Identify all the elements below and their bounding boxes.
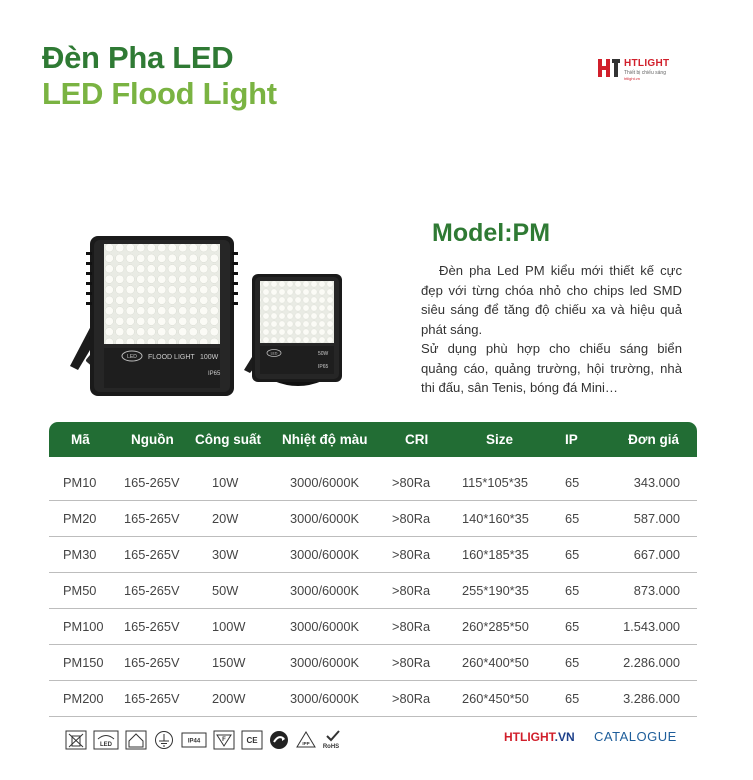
cell-ip: 65 <box>565 655 580 670</box>
logo-url: htlight.vn <box>624 76 641 81</box>
small-flood-light <box>244 274 342 384</box>
svg-text:F: F <box>222 737 226 743</box>
cell-cri: >80Ra <box>392 511 431 526</box>
cell-ma: PM200 <box>63 691 104 706</box>
page-title-en: LED Flood Light <box>42 76 277 111</box>
led-badge-text: LED <box>100 742 112 748</box>
cell-cri: >80Ra <box>392 619 431 634</box>
header-cri: CRI <box>405 432 429 447</box>
cell-don-gia: 3.286.000 <box>623 691 680 706</box>
cell-nhiet-do: 3000/6000K <box>290 619 360 634</box>
cell-cong-suat: 150W <box>212 655 246 670</box>
cell-ma: PM30 <box>63 547 97 562</box>
no-trash-icon <box>65 730 87 750</box>
description-paragraph-2: Sử dụng phù hợp cho chiếu sáng biển quảng cáo, quảng trường, hội trường, nhà thi đấu, sân Tenis, bóng đá Mini… <box>421 341 682 395</box>
cell-ip: 65 <box>565 619 580 634</box>
cell-ip: 65 <box>565 475 580 490</box>
footer-catalogue: CATALOGUE <box>594 729 677 744</box>
cell-cri: >80Ra <box>392 655 431 670</box>
cell-ma: PM50 <box>63 583 97 598</box>
cell-nguon: 165-265V <box>124 655 180 670</box>
ipp-icon <box>295 730 317 750</box>
cell-nhiet-do: 3000/6000K <box>290 547 360 562</box>
cell-nhiet-do: 3000/6000K <box>290 583 360 598</box>
cell-ma: PM100 <box>63 619 104 634</box>
model-heading <box>432 219 550 248</box>
indoor-use-icon <box>125 730 147 750</box>
table-row <box>49 465 697 501</box>
htlight-logo-icon <box>597 57 621 79</box>
footer-site-red: HTLIGHT <box>504 730 555 744</box>
logo-name: HTLIGHT <box>624 58 670 69</box>
big-brand-badge: LED <box>127 354 137 360</box>
cell-don-gia: 343.000 <box>633 475 680 490</box>
ce-mark-icon <box>241 730 263 750</box>
cell-size: 260*400*50 <box>462 655 529 670</box>
cell-nguon: 165-265V <box>124 691 180 706</box>
cell-don-gia: 587.000 <box>633 511 680 526</box>
cell-nhiet-do: 3000/6000K <box>290 691 360 706</box>
cell-don-gia: 1.543.000 <box>623 619 680 634</box>
table-row <box>49 609 697 645</box>
recycle-icon <box>267 730 291 750</box>
cell-don-gia: 667.000 <box>633 547 680 562</box>
cell-ip: 65 <box>565 511 580 526</box>
cell-cri: >80Ra <box>392 691 431 706</box>
table-row <box>49 537 697 573</box>
table-row <box>49 573 697 609</box>
header-ip: IP <box>565 432 578 447</box>
cell-nhiet-do: 3000/6000K <box>290 475 360 490</box>
cell-ma: PM20 <box>63 511 97 526</box>
table-header <box>49 422 697 457</box>
ip44-icon <box>181 730 207 750</box>
ce-mark-text: CE <box>246 736 258 745</box>
small-ip: IP65 <box>318 364 329 370</box>
model-code: PM <box>512 219 551 247</box>
page-title-vn: Đèn Pha LED <box>42 40 234 75</box>
big-flood-light <box>70 236 238 396</box>
cell-cong-suat: 200W <box>212 691 246 706</box>
header-cong-suat: Công suất <box>195 432 261 447</box>
ground-icon <box>153 730 175 750</box>
cell-cong-suat: 30W <box>212 547 239 562</box>
footer-site-blue: .VN <box>554 730 575 744</box>
header-ma: Mã <box>71 432 90 447</box>
cell-cri: >80Ra <box>392 583 431 598</box>
header-nguon: Nguồn <box>131 432 174 447</box>
footer-website[interactable] <box>504 730 575 744</box>
logo-subtitle: Thiết bị chiếu sáng <box>624 70 666 76</box>
cell-size: 260*285*50 <box>462 619 529 634</box>
cell-ip: 65 <box>565 547 580 562</box>
table-row <box>49 501 697 537</box>
cell-nhiet-do: 3000/6000K <box>290 655 360 670</box>
cell-cri: >80Ra <box>392 547 431 562</box>
header-nhiet-do: Nhiệt độ màu <box>282 432 368 447</box>
model-label: Model: <box>432 219 513 247</box>
fire-class-icon <box>213 730 235 750</box>
rohs-icon <box>319 730 345 750</box>
htlight-logo <box>597 55 707 81</box>
big-label: FLOOD LIGHT <box>148 354 195 361</box>
cell-size: 140*160*35 <box>462 511 529 526</box>
small-watt: 50W <box>318 351 329 357</box>
cell-nguon: 165-265V <box>124 547 180 562</box>
big-ip: IP65 <box>208 371 221 377</box>
cell-size: 160*185*35 <box>462 547 529 562</box>
product-description <box>421 261 682 398</box>
cell-cong-suat: 50W <box>212 583 239 598</box>
cell-nguon: 165-265V <box>124 619 180 634</box>
cell-size: 115*105*35 <box>462 475 528 490</box>
ipp-text: IPP <box>302 741 310 746</box>
product-image <box>62 232 362 404</box>
ip44-text: IP44 <box>187 738 201 745</box>
cell-nguon: 165-265V <box>124 475 180 490</box>
rohs-text: RoHS <box>322 744 340 750</box>
table-row <box>49 681 697 717</box>
description-paragraph-1: Đèn pha Led PM kiểu mới thiết kế cực đẹp với từng chóa nhỏ cho chips led SMD siêu sáng để tăng độ chiếu xa và hiệu quả phát sáng. <box>421 263 682 337</box>
cell-size: 255*190*35 <box>462 583 529 598</box>
header-don-gia: Đơn giá <box>628 432 679 447</box>
cell-cong-suat: 10W <box>212 475 239 490</box>
small-brand-badge: LED <box>270 351 278 356</box>
cell-size: 260*450*50 <box>462 691 529 706</box>
cell-nhiet-do: 3000/6000K <box>290 511 360 526</box>
cell-nguon: 165-265V <box>124 511 180 526</box>
cell-cong-suat: 20W <box>212 511 239 526</box>
cell-ma: PM10 <box>63 475 97 490</box>
cell-ip: 65 <box>565 691 580 706</box>
table-row <box>49 645 697 681</box>
cell-cri: >80Ra <box>392 475 431 490</box>
cell-nguon: 165-265V <box>124 583 180 598</box>
cell-don-gia: 2.286.000 <box>623 655 680 670</box>
cell-don-gia: 873.000 <box>633 583 680 598</box>
led-badge-icon <box>93 730 119 750</box>
cell-ip: 65 <box>565 583 580 598</box>
header-size: Size <box>486 432 514 447</box>
cell-cong-suat: 100W <box>212 619 246 634</box>
big-watt: 100W <box>200 354 219 361</box>
cell-ma: PM150 <box>63 655 104 670</box>
